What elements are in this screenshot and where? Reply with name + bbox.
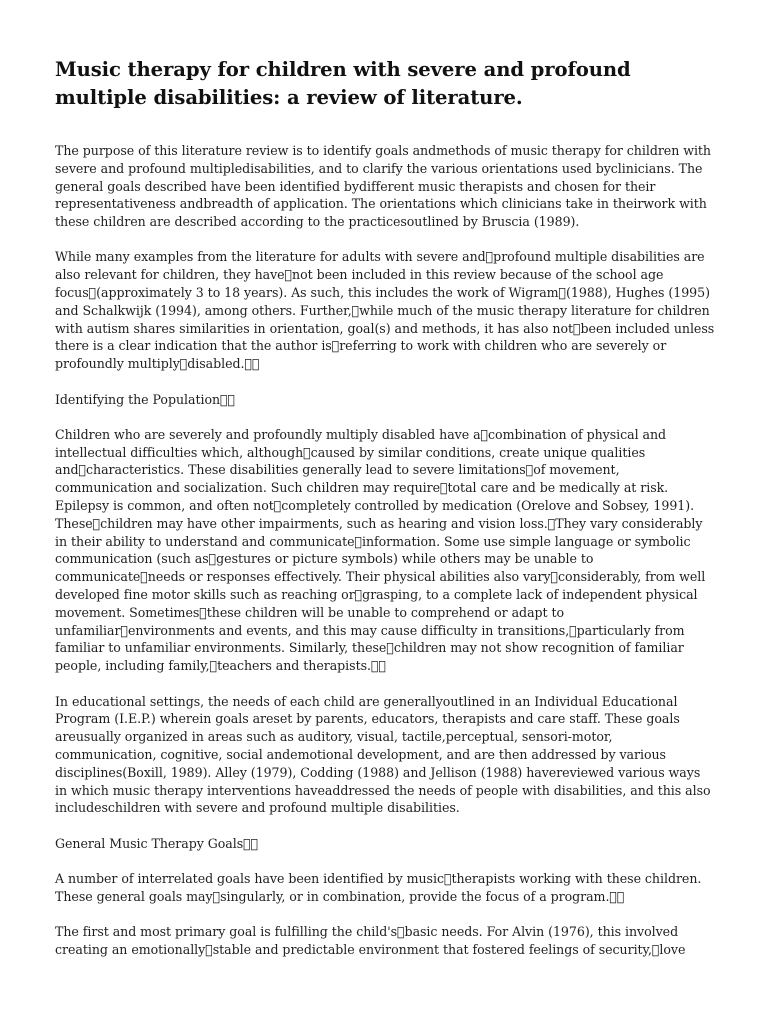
- document-body: [55, 142, 715, 959]
- document-page: [55, 56, 715, 976]
- section-heading-identifying-population: Identifying the Population  : [55, 391, 236, 407]
- paragraph-interrelated-goals: A number of interrelated goals have been identified by music therapists working with these children. These general goals may singularly, or in combination, provide the focus of a program.  : [55, 870, 702, 904]
- paragraph-population: Children who are severely and profoundly multiply disabled have a combination of physical and intellectual difficulties which, although caused by similar conditions, create unique qualities and characteristics. These disabilities generally lead to severe limitations of movement, communication and socialization. Such children may require total care and be medically at risk. Epilepsy is common, and often not completely controlled by medication (Orelove and Sobsey, 1991). These children may have other impairments, such as hearing and vision loss. They vary considerably in their ability to understand and communicate information. Some use simple language or symbolic communication (such as gestures or picture symbols) while others may be unable to communicate needs or responses effectively. Their physical abilities also vary considerably, from well developed fine motor skills such as reaching or grasping, to a complete lack of independent physical movement. Sometimes these children will be unable to comprehend or adapt to unfamiliar environments and events, and this may cause difficulty in transitions, particularly from familiar to unfamiliar environments. Similarly, these children may not show recognition of familiar people, including family, teachers and therapists.  : [55, 426, 706, 674]
- paragraph-primary-goal: The first and most primary goal is fulfilling the child's basic needs. For Alvin (1976), this involved creating an emotionally stable and predictable environment that fostered feelings of security, love: [55, 923, 686, 957]
- paragraph-educational-settings: In educational settings, the needs of each child are generallyoutlined in an Individual Educational Program (I.E.P.) wherein goals areset by parents, educators, therapists and care staff. These goals areusually organized in areas such as auditory, visual, tactile,perceptual, sensori-motor, communication, cognitive, social andemotional development, and are then addressed by various disciplines(Boxill, 1989). Alley (1979), Codding (1988) and Jellison (1988) havereviewed various ways in which music therapy interventions haveaddressed the needs of people with disabilities, and this also includeschildren with severe and profound multiple disabilities.: [55, 693, 711, 816]
- document-title: Music therapy for children with severe and profound multiple disabilities: a review of literature.: [55, 58, 631, 109]
- paragraph-scope: While many examples from the literature for adults with severe and profound multiple disabilities are also relevant for children, they have not been included in this review because of the school age focus (approximately 3 to 18 years). As such, this includes the work of Wigram (1988), Hughes (1995) and Schalkwijk (1994), among others. Further, while much of the music therapy literature for children with autism shares similarities in orientation, goal(s) and methods, it has also not been included unless there is a clear indication that the author is referring to work with children who are severely or profoundly multiply disabled.  : [55, 249, 715, 372]
- paragraph-purpose: The purpose of this literature review is to identify goals andmethods of music therapy for children with severe and profound multipledisabilities, and to clarify the various orientations used byclinicians. The general goals described have been identified bydifferent music therapists and chosen for their representativeness andbreadth of application. The orientations which clinicians take in theirwork with these children are described according to the practicesoutlined by Bruscia (1989).: [55, 143, 711, 230]
- section-heading-general-goals: General Music Therapy Goals  : [55, 835, 259, 851]
